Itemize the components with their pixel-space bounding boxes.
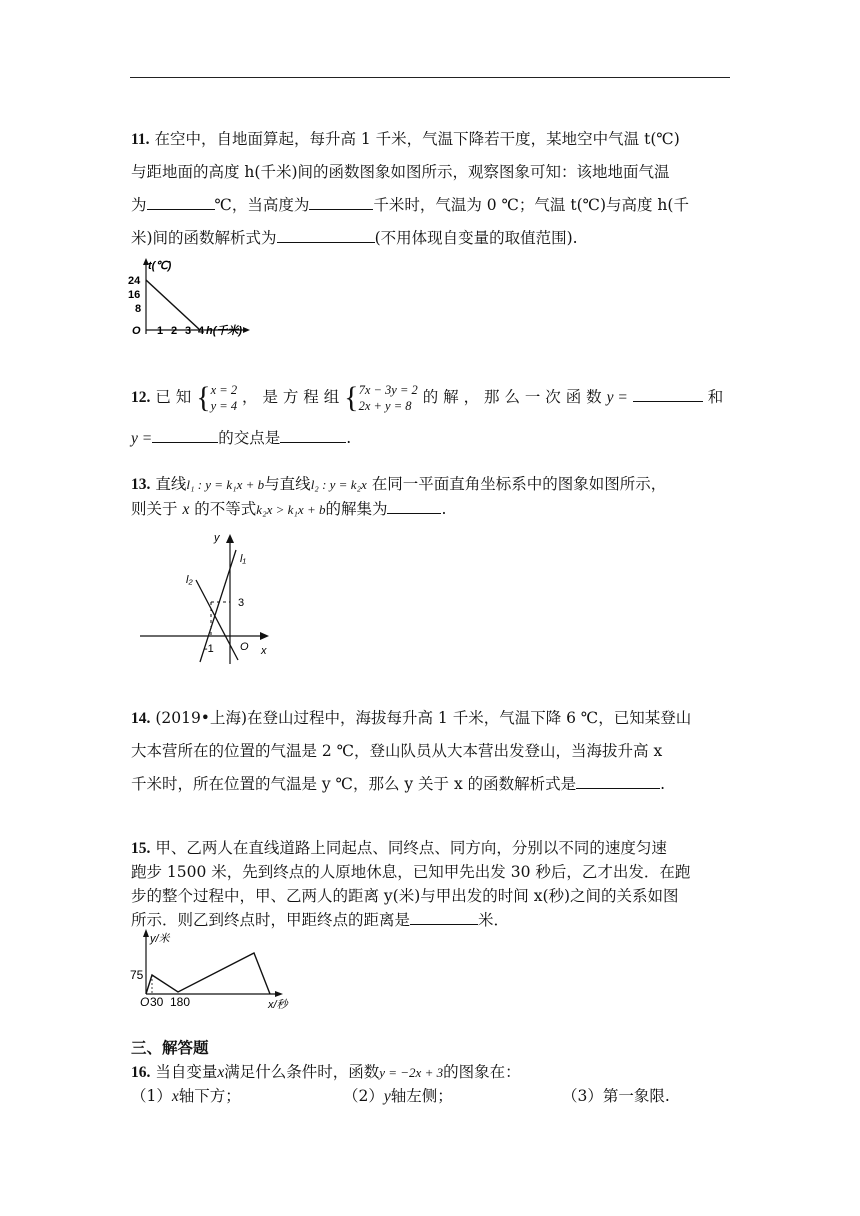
solution-system: x = 2 y = 4 [210, 383, 238, 413]
q11-graph [128, 256, 258, 338]
answer-blank[interactable] [280, 428, 346, 443]
answer-blank[interactable] [387, 499, 441, 514]
answer-blank[interactable] [277, 228, 375, 243]
line-l2 [196, 580, 238, 660]
q15-graph [128, 926, 298, 1010]
q16-part-2: （2）y轴左侧； [343, 1087, 453, 1105]
q11-line-1: 11. 在空中，自地面算起，每升高 1 千米，气温下降若干度，某地空中气温 t(℃) [131, 130, 680, 148]
origin-label: O [132, 325, 141, 337]
origin-label: O [240, 641, 249, 653]
q12-line-1: 12. 已 知 {x = 2 y = 4 ， 是 方 程 组 {7x − 3y = 2 2x + y = 8 的 解 ， 那 么 一 次 函 数 y = 和 [131, 381, 724, 414]
x-mark: -1 [204, 643, 214, 655]
x-axis-arrow [243, 327, 250, 333]
y-tick: 16 [128, 289, 141, 301]
line-l2-label: l₂ [186, 574, 193, 586]
x-axis-label: x/秒 [268, 999, 288, 1010]
x-axis-label: h(千米) [206, 325, 243, 337]
q12-line-2: y = 的交点是 . [131, 429, 352, 447]
y-mark: 3 [238, 597, 245, 609]
q14-number: 14. [131, 710, 151, 727]
q15-number: 15. [131, 840, 151, 857]
q14-line-1: 14. (2019•上海)在登山过程中，海拔每升高 1 千米，气温下降 6 ℃，已知某登山 [131, 709, 692, 727]
x-axis-label: x [261, 645, 267, 657]
x-tick: 1 [157, 325, 164, 337]
q15-line-3: 步的整个过程中，甲、乙两人的距离 y(米)与甲出发的时间 x(秒)之间的关系如图 [131, 887, 679, 905]
x-axis-arrow [260, 632, 269, 640]
y-mark: 75 [130, 968, 144, 982]
answer-blank[interactable] [309, 195, 373, 210]
q13-line-1: 13. 直线l₁ : y = k₁x + b与直线l₂ : y = k₂x 在同一平面直角坐标系中的图象如图所示， [131, 475, 667, 493]
equation-system: 7x − 3y = 2 2x + y = 8 [358, 383, 418, 413]
distance-polyline [146, 953, 270, 994]
x-axis-arrow [275, 991, 283, 997]
x-mark-30: 30 [150, 995, 164, 1009]
q16-part-3: （3）第一象限. [562, 1087, 670, 1105]
header-rule [130, 77, 730, 78]
q16-line-1: 16. 当自变量x满足什么条件时，函数y = −2x + 3的图象在： [131, 1063, 521, 1081]
q15-line-2: 跑步 1500 米，先到终点的人原地休息，已知甲先出发 30 秒后，乙才出发．在跑 [131, 863, 691, 881]
y-axis-arrow [143, 929, 149, 937]
q13-graph [136, 528, 276, 668]
y-tick: 24 [128, 275, 141, 287]
q12-number: 12. [131, 389, 151, 406]
answer-blank[interactable] [633, 387, 703, 402]
q11-line-2: 与距地面的高度 h(千米)间的函数图象如图所示，观察图象可知：该地地面气温 [131, 163, 670, 181]
q14-line-3: 千米时，所在位置的气温是 y ℃，那么 y 关于 x 的函数解析式是 . [131, 775, 666, 793]
answer-blank[interactable] [152, 428, 218, 443]
y-tick: 8 [135, 303, 142, 315]
answer-blank[interactable] [410, 910, 478, 925]
x-mark-180: 180 [170, 995, 191, 1009]
q11-line-3: 为 ℃，当高度为 千米时，气温为 0 ℃；气温 t(℃)与高度 h(千 [131, 196, 689, 214]
answer-blank[interactable] [147, 195, 215, 210]
q16-part-1: （1）x轴下方； [131, 1087, 241, 1105]
q13-line-2: 则关于 x 的不等式k₂x > k₁x + b的解集为 . [131, 500, 447, 518]
answer-blank[interactable] [576, 774, 660, 789]
y-axis-label: y/米 [150, 933, 170, 945]
q16-number: 16. [131, 1064, 151, 1081]
x-tick: 2 [171, 325, 178, 337]
x-tick: 3 [185, 325, 192, 337]
x-tick: 4 [198, 325, 205, 337]
q13-number: 13. [131, 476, 151, 493]
temperature-line [146, 280, 200, 330]
y-axis-label: t(℃) [148, 260, 172, 272]
line-l1-label: l₁ [240, 553, 246, 565]
q14-line-2: 大本营所在的位置的气温是 2 ℃，登山队员从大本营出发登山，当海拔升高 x [131, 742, 663, 760]
q11-line-4: 米)间的函数解析式为 (不用体现自变量的取值范围). [131, 229, 578, 247]
y-axis-arrow [226, 534, 234, 543]
q11-number: 11. [131, 131, 150, 148]
section-heading: 三、解答题 [131, 1038, 209, 1057]
q15-line-4: 所示．则乙到终点时，甲距终点的距离是 米． [131, 911, 510, 929]
q15-line-1: 15. 甲、乙两人在直线道路上同起点、同终点、同方向，分别以不同的速度匀速 [131, 839, 667, 857]
origin-label: O [140, 995, 150, 1009]
y-axis-label: y [214, 532, 220, 544]
